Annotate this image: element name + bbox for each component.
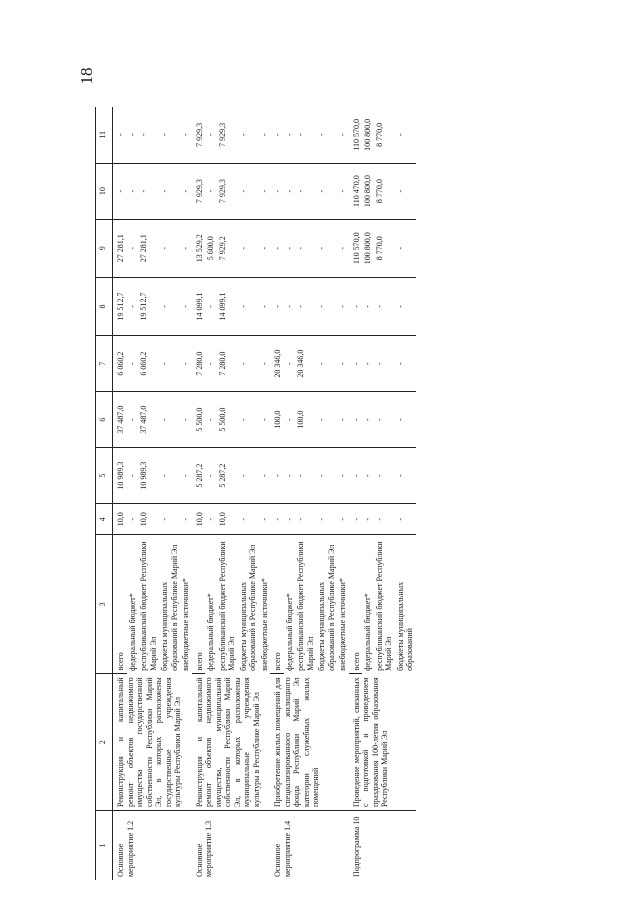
amount-cell: - bbox=[374, 392, 395, 448]
amount-cell: - bbox=[337, 392, 349, 448]
amount-cell: - bbox=[362, 504, 374, 535]
amount-cell: 6 060,2 bbox=[138, 336, 159, 392]
amount-cell: - bbox=[180, 163, 192, 219]
amount-cell: - bbox=[205, 277, 217, 335]
funding-source-cell: республиканский бюджет Республики Марий Эл bbox=[296, 541, 315, 671]
amount-cell: - bbox=[395, 277, 416, 335]
amount-cell: 100 800,0 bbox=[362, 163, 374, 219]
amount-cell: 20 346,0 bbox=[270, 336, 284, 392]
amount-cell: 27 281,1 bbox=[138, 219, 159, 277]
column-header: 10 bbox=[96, 163, 113, 219]
amount-cell: - bbox=[374, 448, 395, 504]
funding-source-cell: федеральный бюджет* bbox=[284, 593, 294, 671]
amount-cell: - bbox=[127, 448, 139, 504]
amount-cell: 10,0 bbox=[192, 504, 206, 535]
amount-cell: - bbox=[316, 163, 337, 219]
amount-cell: - bbox=[113, 163, 127, 219]
amount-cell: - bbox=[259, 448, 271, 504]
column-header: 4 bbox=[96, 504, 113, 535]
amount-cell: - bbox=[374, 336, 395, 392]
amount-cell: - bbox=[270, 277, 284, 335]
amount-cell: - bbox=[362, 448, 374, 504]
program-code-cell: Основное мероприятие 1.3 bbox=[194, 820, 213, 877]
amount-cell: - bbox=[205, 336, 217, 392]
amount-cell: - bbox=[259, 336, 271, 392]
amount-cell: - bbox=[284, 336, 296, 392]
amount-cell: - bbox=[259, 163, 271, 219]
amount-cell: - bbox=[180, 504, 192, 535]
funding-source-cell: внебюджетные источники* bbox=[338, 578, 347, 671]
amount-cell: - bbox=[259, 392, 271, 448]
amount-cell: - bbox=[180, 219, 192, 277]
amount-cell: 5 500,0 bbox=[217, 392, 238, 448]
amount-cell: - bbox=[159, 336, 180, 392]
funding-source-cell: бюджеты муниципальных образований в Республике Марий Эл bbox=[317, 544, 336, 671]
amount-cell: 37 487,0 bbox=[138, 392, 159, 448]
column-header: 3 bbox=[96, 535, 113, 674]
amount-cell: - bbox=[270, 219, 284, 277]
funding-source-cell: всего bbox=[113, 535, 127, 674]
budget-table bbox=[95, 107, 416, 880]
amount-cell: - bbox=[259, 277, 271, 335]
amount-cell: - bbox=[180, 336, 192, 392]
page-number: 18 bbox=[77, 67, 96, 85]
amount-cell: 10 989,3 bbox=[138, 448, 159, 504]
amount-cell: - bbox=[238, 392, 259, 448]
funding-source-cell: республиканский бюджет Республики Марий Эл bbox=[374, 541, 393, 671]
amount-cell: - bbox=[180, 277, 192, 335]
amount-cell: - bbox=[395, 163, 416, 219]
amount-cell: - bbox=[159, 448, 180, 504]
amount-cell: - bbox=[270, 163, 284, 219]
program-name-cell: Реконструкция и капитальный ремонт объектов недвижимого имущества, муниципальной собственности Республики Марий Эл, в которых расположены муниципальные учреждения культуры в Республике Марий Эл bbox=[192, 674, 271, 811]
amount-cell: - bbox=[159, 163, 180, 219]
amount-cell: 100 800,0 bbox=[362, 219, 374, 277]
amount-cell: 13 529,2 bbox=[192, 219, 206, 277]
amount-cell: 5 287,2 bbox=[217, 448, 238, 504]
amount-cell: - bbox=[395, 504, 416, 535]
funding-source-cell: всего bbox=[192, 535, 206, 674]
amount-cell: - bbox=[205, 107, 217, 163]
amount-cell: 10,0 bbox=[113, 504, 127, 535]
amount-cell: - bbox=[337, 277, 349, 335]
amount-cell: 10 989,3 bbox=[113, 448, 127, 504]
amount-cell: - bbox=[259, 219, 271, 277]
amount-cell: - bbox=[349, 392, 363, 448]
amount-cell: 27 281,1 bbox=[113, 219, 127, 277]
column-header: 11 bbox=[96, 107, 113, 163]
amount-cell: - bbox=[127, 107, 139, 163]
amount-cell: - bbox=[113, 107, 127, 163]
amount-cell: 7 929,3 bbox=[192, 107, 206, 163]
amount-cell: - bbox=[205, 448, 217, 504]
amount-cell: - bbox=[127, 336, 139, 392]
amount-cell: - bbox=[127, 392, 139, 448]
amount-cell: - bbox=[295, 163, 316, 219]
amount-cell: - bbox=[295, 277, 316, 335]
column-header: 1 bbox=[96, 811, 113, 880]
amount-cell: - bbox=[362, 277, 374, 335]
amount-cell: - bbox=[362, 392, 374, 448]
amount-cell: - bbox=[159, 504, 180, 535]
funding-source-cell: бюджеты муниципальных образований в Республике Марий Эл bbox=[160, 544, 179, 671]
program-name-cell: Реконструкция и капитальный ремонт объектов недвижимого имущества государственной собственности Республики Марий Эл, в которых расположены государственные учреждения культуры Республики Марий Эл bbox=[113, 674, 192, 811]
amount-cell: - bbox=[127, 504, 139, 535]
amount-cell: - bbox=[395, 448, 416, 504]
amount-cell: - bbox=[349, 448, 363, 504]
amount-cell: - bbox=[316, 219, 337, 277]
amount-cell: - bbox=[159, 107, 180, 163]
program-name-cell: Приобретение жилых помещений для специализированного жилищного фонда Республики Марий Эл категории служебных жилых помещений bbox=[270, 674, 349, 811]
program-name-cell: Проведение мероприятий, связанных с подготовкой и проведением празднования 100-летия образования Республики Марий Эл bbox=[349, 674, 416, 811]
amount-cell: - bbox=[138, 107, 159, 163]
amount-cell: - bbox=[238, 277, 259, 335]
column-header: 6 bbox=[96, 392, 113, 448]
amount-cell: 19 512,7 bbox=[113, 277, 127, 335]
amount-cell: - bbox=[180, 107, 192, 163]
table-body bbox=[113, 107, 416, 880]
amount-cell: 5 287,2 bbox=[192, 448, 206, 504]
amount-cell: - bbox=[284, 219, 296, 277]
amount-cell: 8 770,0 bbox=[374, 163, 395, 219]
amount-cell: - bbox=[259, 107, 271, 163]
amount-cell: 19 512,7 bbox=[138, 277, 159, 335]
rotated-table-container bbox=[95, 107, 551, 880]
amount-cell: - bbox=[180, 392, 192, 448]
amount-cell: 37 487,0 bbox=[113, 392, 127, 448]
amount-cell: 110 570,0 bbox=[349, 107, 363, 163]
amount-cell: 10,0 bbox=[138, 504, 159, 535]
amount-cell: - bbox=[284, 277, 296, 335]
amount-cell: 20 346,0 bbox=[295, 336, 316, 392]
amount-cell: 7 929,3 bbox=[192, 163, 206, 219]
funding-source-cell: внебюджетные источники* bbox=[259, 578, 269, 671]
amount-cell: - bbox=[316, 504, 337, 535]
funding-source-cell: федеральный бюджет* bbox=[363, 593, 372, 671]
amount-cell: - bbox=[238, 336, 259, 392]
table-row bbox=[270, 107, 284, 880]
funding-source-cell: всего bbox=[349, 535, 363, 674]
table-row bbox=[192, 107, 206, 880]
funding-source-cell: республиканский бюджет Республики Марий Эл bbox=[217, 541, 236, 671]
amount-cell: - bbox=[316, 107, 337, 163]
amount-cell: 7 280,0 bbox=[192, 336, 206, 392]
amount-cell: 110 570,0 bbox=[349, 219, 363, 277]
table-header-row bbox=[96, 107, 113, 880]
amount-cell: - bbox=[205, 163, 217, 219]
amount-cell: 7 280,0 bbox=[217, 336, 238, 392]
amount-cell: - bbox=[238, 504, 259, 535]
amount-cell: 100 800,0 bbox=[362, 107, 374, 163]
amount-cell: - bbox=[180, 448, 192, 504]
amount-cell: - bbox=[337, 504, 349, 535]
amount-cell: - bbox=[374, 277, 395, 335]
table-row bbox=[349, 107, 363, 880]
amount-cell: - bbox=[284, 163, 296, 219]
amount-cell: - bbox=[127, 163, 139, 219]
column-header: 9 bbox=[96, 219, 113, 277]
funding-source-cell: бюджеты муниципальных образований в Республике Марий Эл bbox=[238, 544, 257, 671]
funding-source-cell: бюджеты муниципальных образований bbox=[395, 581, 414, 671]
amount-cell: 7 929,3 bbox=[217, 163, 238, 219]
amount-cell: - bbox=[337, 107, 349, 163]
amount-cell: - bbox=[270, 448, 284, 504]
column-header: 7 bbox=[96, 336, 113, 392]
amount-cell: - bbox=[395, 392, 416, 448]
amount-cell: - bbox=[316, 448, 337, 504]
amount-cell: - bbox=[395, 336, 416, 392]
amount-cell: - bbox=[238, 448, 259, 504]
amount-cell: - bbox=[316, 392, 337, 448]
amount-cell: 7 929,3 bbox=[217, 107, 238, 163]
amount-cell: - bbox=[205, 504, 217, 535]
amount-cell: 8 770,0 bbox=[374, 107, 395, 163]
amount-cell: - bbox=[374, 504, 395, 535]
amount-cell: 6 060,2 bbox=[113, 336, 127, 392]
amount-cell: - bbox=[337, 448, 349, 504]
amount-cell: - bbox=[238, 107, 259, 163]
amount-cell: 100,0 bbox=[295, 392, 316, 448]
amount-cell: 100,0 bbox=[270, 392, 284, 448]
amount-cell: 7 929,2 bbox=[217, 219, 238, 277]
amount-cell: 10,0 bbox=[217, 504, 238, 535]
amount-cell: - bbox=[337, 219, 349, 277]
amount-cell: - bbox=[259, 504, 271, 535]
program-code-cell: Основное мероприятие 1.2 bbox=[116, 820, 135, 877]
table-row bbox=[113, 107, 127, 880]
funding-source-cell: всего bbox=[270, 535, 284, 674]
amount-cell: - bbox=[284, 504, 296, 535]
amount-cell: - bbox=[270, 504, 284, 535]
amount-cell: - bbox=[295, 219, 316, 277]
amount-cell: - bbox=[127, 277, 139, 335]
amount-cell: - bbox=[349, 277, 363, 335]
column-header: 8 bbox=[96, 277, 113, 335]
amount-cell: - bbox=[295, 107, 316, 163]
amount-cell: 14 099,1 bbox=[217, 277, 238, 335]
amount-cell: - bbox=[395, 107, 416, 163]
amount-cell: 8 770,0 bbox=[374, 219, 395, 277]
amount-cell: - bbox=[127, 219, 139, 277]
amount-cell: - bbox=[238, 219, 259, 277]
amount-cell: - bbox=[395, 219, 416, 277]
amount-cell: - bbox=[205, 392, 217, 448]
program-code-cell: Подпрограмма 10 bbox=[351, 816, 361, 877]
amount-cell: - bbox=[159, 219, 180, 277]
funding-source-cell: внебюджетные источники* bbox=[181, 578, 190, 671]
column-header: 2 bbox=[96, 674, 113, 811]
amount-cell: - bbox=[337, 163, 349, 219]
amount-cell: - bbox=[270, 107, 284, 163]
amount-cell: 5 600,0 bbox=[205, 219, 217, 277]
amount-cell: - bbox=[316, 336, 337, 392]
amount-cell: - bbox=[337, 336, 349, 392]
amount-cell: - bbox=[159, 392, 180, 448]
amount-cell: 5 500,0 bbox=[192, 392, 206, 448]
amount-cell: - bbox=[362, 336, 374, 392]
amount-cell: - bbox=[238, 163, 259, 219]
amount-cell: - bbox=[295, 448, 316, 504]
amount-cell: - bbox=[159, 277, 180, 335]
amount-cell: - bbox=[138, 163, 159, 219]
amount-cell: - bbox=[349, 504, 363, 535]
amount-cell: 110 470,0 bbox=[349, 163, 363, 219]
amount-cell: - bbox=[316, 277, 337, 335]
amount-cell: - bbox=[295, 504, 316, 535]
amount-cell: - bbox=[284, 448, 296, 504]
funding-source-cell: федеральный бюджет* bbox=[127, 593, 137, 671]
amount-cell: - bbox=[349, 336, 363, 392]
funding-source-cell: республиканский бюджет Республики Марий Эл bbox=[139, 541, 158, 671]
amount-cell: - bbox=[284, 392, 296, 448]
amount-cell: 14 099,1 bbox=[192, 277, 206, 335]
column-header: 5 bbox=[96, 448, 113, 504]
amount-cell: - bbox=[284, 107, 296, 163]
program-code-cell: Основное мероприятие 1.4 bbox=[273, 820, 292, 877]
funding-source-cell: федеральный бюджет* bbox=[206, 593, 215, 671]
